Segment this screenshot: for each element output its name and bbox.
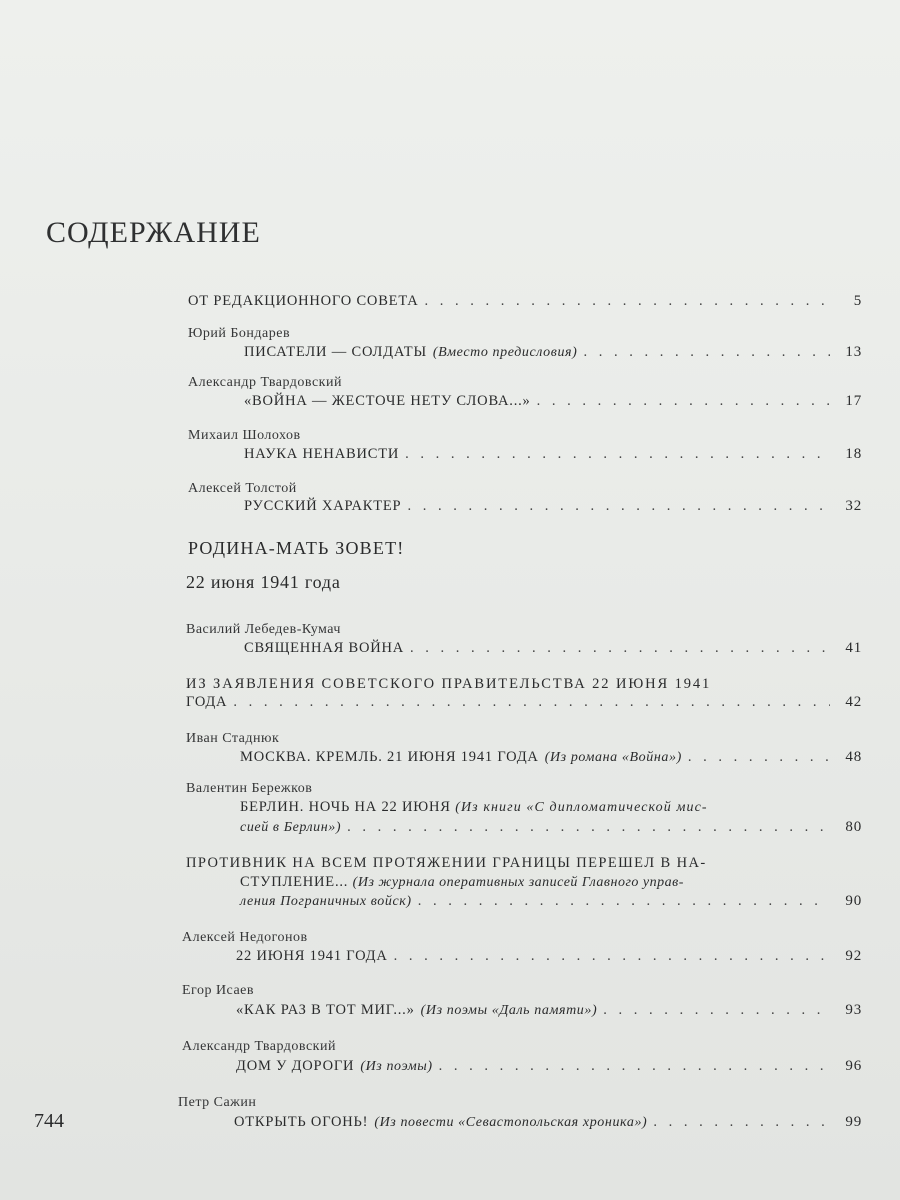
leader-dots bbox=[394, 948, 830, 965]
entry-note: (Вместо предисловия) bbox=[432, 345, 578, 360]
entry-title: МОСКВА. КРЕМЛЬ. 21 ИЮНЯ 1941 ГОДА bbox=[240, 749, 539, 765]
toc-heading: СОДЕРЖАНИЕ bbox=[46, 216, 261, 249]
entry-page: 80 bbox=[845, 819, 862, 835]
toc-entry bbox=[244, 498, 862, 515]
entry-author: Иван Стаднюк bbox=[186, 731, 280, 746]
entry-note: (Из повести «Севастопольская хроника») bbox=[374, 1115, 648, 1130]
entry-title: ОТ РЕДАКЦИОННОГО СОВЕТА bbox=[188, 293, 419, 309]
toc-entry-editorial bbox=[188, 293, 862, 310]
entry-note: (Из романа «Война») bbox=[544, 750, 682, 765]
entry-note: (Из книги «С дипломатической мис- bbox=[455, 800, 708, 815]
toc-entry bbox=[236, 1002, 862, 1019]
toc-entry bbox=[240, 819, 862, 836]
entry-page: 41 bbox=[845, 640, 862, 656]
entry-author: Алексей Недогонов bbox=[182, 930, 308, 945]
entry-page: 5 bbox=[853, 293, 862, 309]
entry-title-line: ИЗ ЗАЯВЛЕНИЯ СОВЕТСКОГО ПРАВИТЕЛЬСТВА 22 ИЮНЯ 1941 bbox=[186, 676, 712, 692]
entry-page: 32 bbox=[845, 498, 862, 514]
entry-page: 93 bbox=[845, 1002, 862, 1018]
entry-page: 90 bbox=[845, 893, 862, 909]
entry-author: Василий Лебедев-Кумач bbox=[186, 622, 341, 637]
entry-page: 92 bbox=[845, 948, 862, 964]
leader-dots bbox=[347, 819, 830, 836]
toc-entry bbox=[240, 893, 862, 910]
leader-dots bbox=[603, 1002, 830, 1019]
entry-title-line bbox=[240, 874, 684, 891]
entry-page: 99 bbox=[845, 1114, 862, 1130]
toc-entry bbox=[186, 694, 862, 711]
entry-title: «КАК РАЗ В ТОТ МИГ...» bbox=[236, 1002, 415, 1018]
leader-dots bbox=[418, 893, 830, 910]
entry-author: Юрий Бондарев bbox=[188, 326, 291, 341]
entry-title: 22 ИЮНЯ 1941 ГОДА bbox=[236, 948, 388, 964]
entry-author: Егор Исаев bbox=[182, 983, 254, 998]
leader-dots bbox=[439, 1058, 830, 1075]
leader-dots bbox=[407, 498, 830, 515]
entry-note: ления Пограничных войск) bbox=[240, 894, 412, 909]
section-title: РОДИНА-МАТЬ ЗОВЕТ! bbox=[188, 538, 405, 558]
leader-dots bbox=[688, 749, 830, 766]
entry-title: НАУКА НЕНАВИСТИ bbox=[244, 446, 400, 462]
toc-entry bbox=[244, 446, 862, 463]
entry-author: Александр Твардовский bbox=[188, 375, 342, 390]
entry-title: СТУПЛЕНИЕ... bbox=[240, 874, 349, 890]
leader-dots bbox=[653, 1114, 830, 1131]
leader-dots bbox=[405, 446, 830, 463]
entry-author: Александр Твардовский bbox=[182, 1039, 336, 1054]
entry-page: 48 bbox=[845, 749, 862, 765]
entry-author: Михаил Шолохов bbox=[188, 428, 301, 443]
entry-author: Валентин Бережков bbox=[186, 781, 313, 796]
entry-note: сией в Берлин») bbox=[240, 820, 342, 835]
page-number: 744 bbox=[34, 1110, 64, 1132]
entry-author: Алексей Толстой bbox=[188, 481, 297, 496]
leader-dots bbox=[537, 393, 830, 410]
toc-entry bbox=[244, 640, 862, 657]
entry-title: ДОМ У ДОРОГИ bbox=[236, 1058, 355, 1074]
toc-entry bbox=[234, 1114, 862, 1131]
entry-title: ОТКРЫТЬ ОГОНЬ! bbox=[234, 1114, 369, 1130]
entry-page: 18 bbox=[845, 446, 862, 462]
entry-page: 42 bbox=[845, 694, 862, 710]
leader-dots bbox=[583, 344, 830, 361]
entry-page: 96 bbox=[845, 1058, 862, 1074]
entry-page: 17 bbox=[845, 393, 862, 409]
entry-title-line bbox=[240, 799, 708, 816]
entry-title: «ВОЙНА — ЖЕСТОЧЕ НЕТУ СЛОВА...» bbox=[244, 393, 531, 409]
toc-entry bbox=[236, 1058, 862, 1075]
entry-note: (Из поэмы) bbox=[360, 1059, 433, 1074]
entry-title: БЕРЛИН. НОЧЬ НА 22 ИЮНЯ bbox=[240, 799, 451, 815]
leader-dots bbox=[425, 293, 830, 310]
leader-dots bbox=[233, 694, 830, 711]
entry-title: ПИСАТЕЛИ — СОЛДАТЫ bbox=[244, 344, 427, 360]
subsection-title: 22 июня 1941 года bbox=[186, 572, 341, 592]
toc-entry bbox=[236, 948, 862, 965]
leader-dots bbox=[410, 640, 830, 657]
entry-page: 13 bbox=[845, 344, 862, 360]
entry-author: Петр Сажин bbox=[178, 1095, 257, 1110]
entry-title: РУССКИЙ ХАРАКТЕР bbox=[244, 498, 402, 514]
entry-note: (Из поэмы «Даль памяти») bbox=[420, 1003, 598, 1018]
entry-note: (Из журнала оперативных записей Главного управ- bbox=[352, 875, 684, 890]
toc-entry bbox=[240, 749, 862, 766]
entry-title-line: ПРОТИВНИК НА ВСЕМ ПРОТЯЖЕНИИ ГРАНИЦЫ ПЕРЕШЕЛ В НА- bbox=[186, 855, 707, 871]
entry-title: ГОДА bbox=[186, 694, 228, 710]
toc-entry bbox=[244, 393, 862, 410]
entry-title: СВЯЩЕННАЯ ВОЙНА bbox=[244, 640, 405, 656]
toc-entry bbox=[244, 344, 862, 361]
